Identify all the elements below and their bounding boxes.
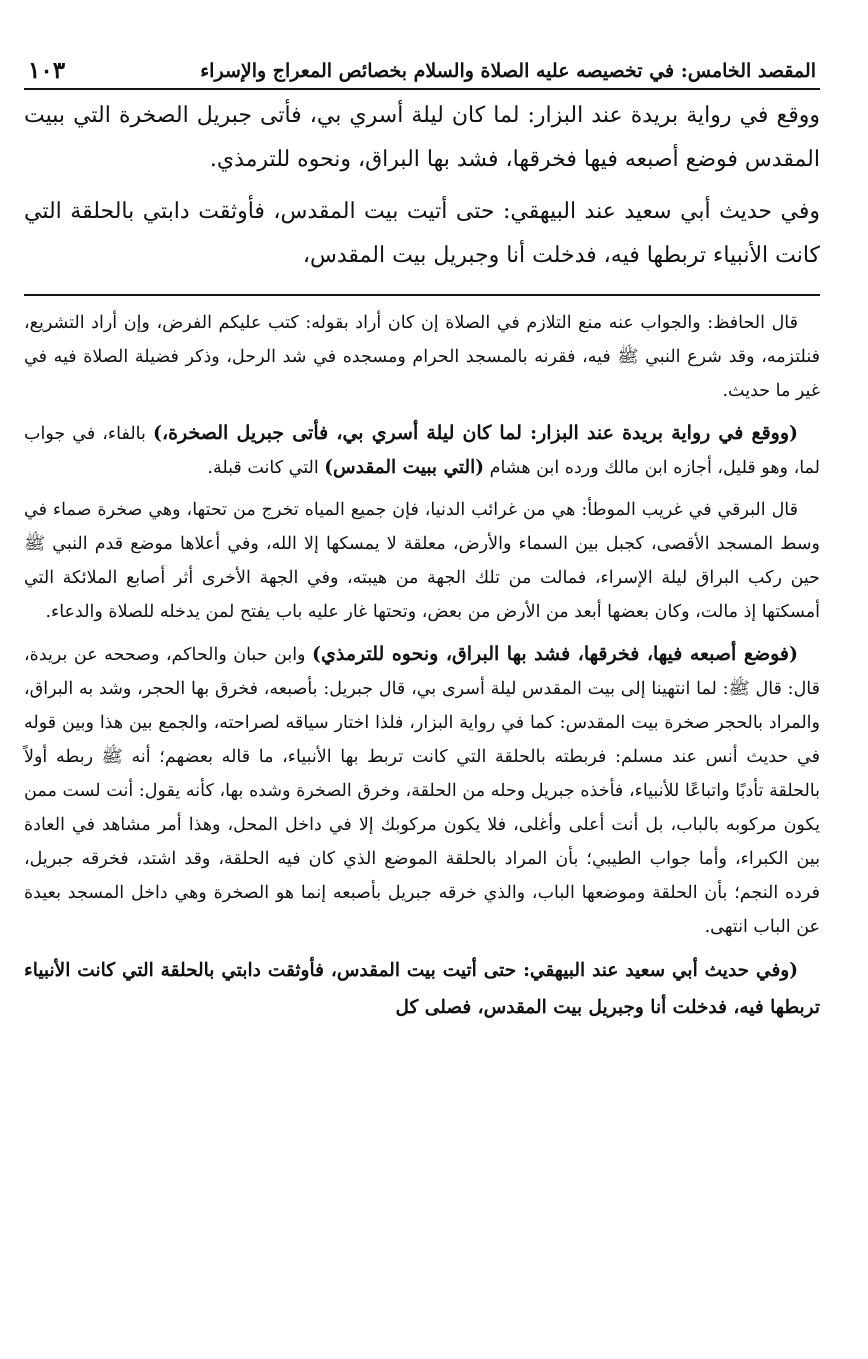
commentary-text — [24, 306, 820, 1026]
matn-paragraph: وفي حديث أبي سعيد عند البيهقي: حتى أتيت بيت المقدس، فأوثقت دابتي بالحلقة التي كانت الأنبياء تربطها فيه، فدخلت أنا وجبريل بيت المقدس، — [24, 199, 820, 268]
commentary-text-run: بالفاء، في جواب لما، وهو قليل، أجازه ابن مالك ورده ابن هشام — [24, 424, 820, 478]
quoted-matn: (التي ببيت المقدس) — [324, 457, 485, 478]
section-divider — [24, 294, 820, 296]
matn-paragraph: ووقع في رواية بريدة عند البزار: لما كان ليلة أسري بي، فأتى جبريل الصخرة التي ببيت المقدس فوضع أصبعه فيها فخرقها، فشد بها البراق، ونحوه للترمذي. — [24, 103, 820, 172]
page-header — [24, 58, 820, 90]
quoted-matn: (وفي حديث أبي سعيد عند البيهقي: حتى أتيت بيت المقدس، فأوثقت دابتي بالحلقة التي كانت الأنبياء تربطها فيه، فدخلت أنا وجبريل بيت المقدس، فصلى كل — [24, 960, 820, 1018]
commentary-paragraph: قال الحافظ: والجواب عنه منع التلازم في الصلاة إن كان أراد بقوله: كتب عليكم الفرض، وإن أراد التشريع، فنلتزمه، وقد شرع النبي ﷺ فيه، فقرنه بالمسجد الحرام ومسجده في شد الرحل، وذكر فضيلة الصلاة فيه في غير ما حديث. — [24, 313, 820, 401]
commentary-text-run: التي كانت قبلة. — [207, 458, 325, 478]
main-text — [24, 90, 820, 278]
page-number: ١٠٣ — [28, 57, 66, 84]
quoted-matn: (ووقع في رواية بريدة عند البزار: لما كان ليلة أسري بي، فأتى جبريل الصخرة،) — [152, 422, 799, 444]
commentary-paragraph — [24, 952, 820, 1026]
commentary-text-run: وابن حبان والحاكم، وصححه عن بريدة، قال: قال ﷺ: لما انتهينا إلى بيت المقدس ليلة أسرى بي، قال جبريل: بأصبعه، فخرق بها الحجر، وشد به البراق، والمراد بالحجر صخرة بيت المقدس: كما في رواية البزار، فلذا اختار سياقه لصراحته، والجمع بين هذا وبين قوله في حديث أنس عند مسلم: فربطته بالحلقة التي كانت تربط بها الأنبياء، ما قاله بعضهم؛ أنه ﷺ ربطه أولاً بالحلقة تأدبًا واتباعًا للأنبياء، فأخذه جبريل وحله من الحلقة، وخرق الصخرة وشده بها، كأنه يقول: أنت لست ممن يكون مركوبه بالباب، بل أنت أعلى وأغلى، فلا يكون مركوبك إلا في داخل المحل، وهذا أمر مشاهد في العادة بين الكبراء، وأما جواب الطيبي؛ بأن المراد بالحلقة الموضع الذي كان فيه الحلقة، وقد اشتد، فخرقه جبريل، فرده النجم؛ بأن الحلقة وموضعها الباب، والذي خرقه جبريل بأصبعه إنما هو الصخرة وهي داخل المسجد بعيدة عن الباب انتهى. — [24, 645, 820, 937]
commentary-paragraph — [24, 416, 820, 485]
commentary-paragraph: قال البرقي في غريب الموطأ: هي من غرائب الدنيا، فإن جميع المياه تخرج من تحتها، وهي صخرة صماء في وسط المسجد الأقصى، كجبل بين السماء والأرض، معلقة لا يمسكها إلا الله، وفي أعلاها موضع قدم النبي ﷺ حين ركب البراق ليلة الإسراء، فمالت من تلك الجهة من هيبته، وفي الجهة الأخرى أثر أصابع الملائكة التي أمسكتها إذ مالت، وكان بعضها أبعد من الأرض من بعض، وتحتها غار عليه باب يفتح لمن يدخله للصلاة والدعاء. — [24, 500, 820, 622]
commentary-paragraph — [24, 637, 820, 944]
quoted-matn: (فوضع أصبعه فيها، فخرقها، فشد بها البراق، ونحوه للترمذي) — [311, 643, 798, 665]
running-title: المقصد الخامس: في تخصيصه عليه الصلاة والسلام بخصائص المعراج والإسراء — [200, 60, 816, 82]
